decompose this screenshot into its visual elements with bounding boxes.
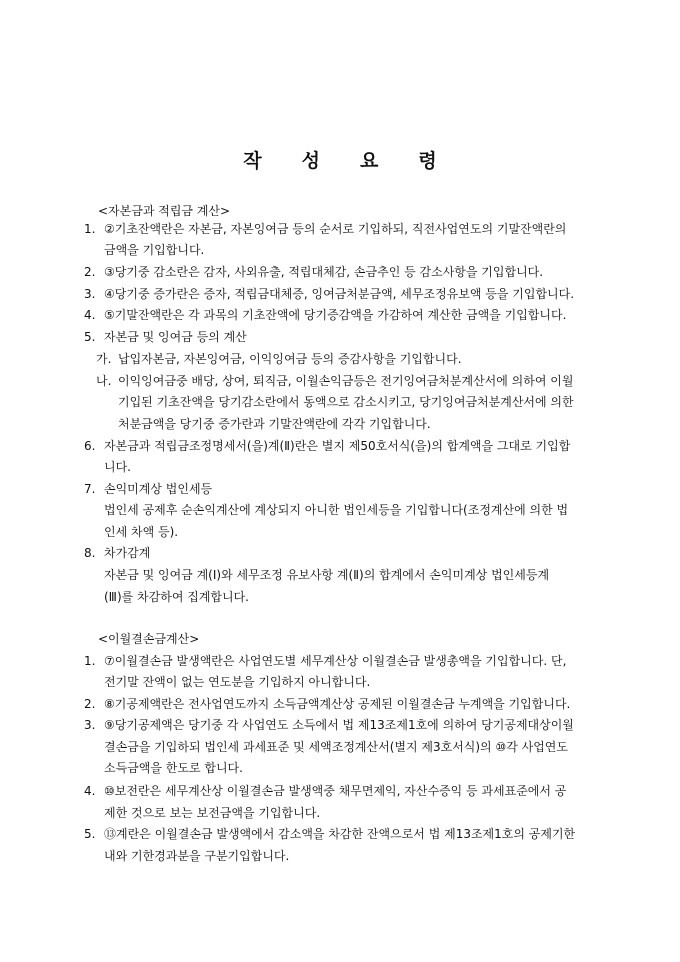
item-text: 전기말 잔액이 없는 연도분을 기입하지 아니합니다. bbox=[104, 675, 371, 689]
item-number: 8. bbox=[84, 546, 96, 560]
item-number: 3. bbox=[84, 287, 96, 301]
item-text: 납입자본금, 자본잉여금, 이익잉여금 등의 증감사항을 기입합니다. bbox=[118, 352, 462, 366]
title-char: 요 bbox=[360, 150, 379, 172]
item-text: 손익미계상 법인세등 bbox=[104, 482, 213, 496]
item-text: ④당기중 증가란은 증자, 적립금대체증, 잉여금처분금액, 세무조정유보액 등을 기입합니다. bbox=[104, 287, 575, 301]
section-heading-capital: <자본금과 적립금 계산> bbox=[98, 204, 231, 218]
item-text: ⑨당기공제액은 당기중 각 사업연도 소득에서 법 제13조제1호에 의하여 당기공제대상이월 bbox=[104, 718, 574, 732]
item-number: 7. bbox=[84, 482, 96, 496]
item-number: 2. bbox=[84, 265, 96, 279]
item-number: 5. bbox=[84, 827, 96, 841]
item-text: ⑧기공제액란은 전사업연도까지 소득금액계산상 공제된 이월결손금 누계액을 기입합니다. bbox=[104, 697, 571, 711]
item-number: 1. bbox=[84, 222, 96, 236]
item-text: (Ⅲ)를 차감하여 집계합니다. bbox=[104, 590, 250, 604]
title-char: 성 bbox=[301, 150, 320, 172]
item-number: 3. bbox=[84, 718, 96, 732]
item-text: 내와 기한경과분을 구분기입합니다. bbox=[104, 849, 290, 863]
item-text: 금액을 기입합니다. bbox=[104, 243, 205, 257]
item-text: 제한 것으로 보는 보전금액을 기입합니다. bbox=[104, 806, 321, 820]
item-text: 자본금과 적립금조정명세서(을)계(Ⅱ)란은 별지 제50호서식(을)의 합계액을 그대로 기입합 bbox=[104, 439, 571, 453]
page-title bbox=[0, 146, 680, 173]
item-text: 자본금 및 잉여금 등의 계산 bbox=[104, 330, 247, 344]
item-number: 2. bbox=[84, 697, 96, 711]
item-text: 자본금 및 잉여금 계(Ⅰ)와 세무조정 유보사항 계(Ⅱ)의 합계에서 손익미계상 법인세등계 bbox=[104, 568, 550, 582]
item-text: 결손금을 기입하되 법인세 과세표준 및 세액조정계산서(별지 제3호서식)의 ⑩각 사업연도 bbox=[104, 740, 568, 754]
item-text: 차가감계 bbox=[104, 546, 151, 560]
item-text: 인세 차액 등). bbox=[104, 525, 179, 539]
item-number: 1. bbox=[84, 654, 96, 668]
item-number: 5. bbox=[84, 330, 96, 344]
item-text: 소득금액을 한도로 합니다. bbox=[104, 761, 243, 775]
item-number: 4. bbox=[84, 308, 96, 322]
item-number: 나. bbox=[96, 374, 112, 388]
title-char: 령 bbox=[418, 150, 437, 172]
title-char: 작 bbox=[243, 150, 262, 172]
item-text: ③당기중 감소란은 감자, 사외유출, 적립대체감, 손금추인 등 감소사항을 기입합니다. bbox=[104, 265, 544, 279]
item-number: 6. bbox=[84, 439, 96, 453]
item-text: 법인세 공제후 순손익계산에 계상되지 아니한 법인세등을 기입합니다(조정계산에 의한 법 bbox=[104, 503, 569, 517]
item-text: 기입된 기초잔액을 당기감소란에서 동액으로 감소시키고, 당기잉여금처분계산서에 의한 bbox=[118, 395, 574, 409]
item-text: ⑩보전란은 세무계산상 이월결손금 발생액중 채무면제익, 자산수증익 등 과세표준에서 공 bbox=[104, 784, 567, 798]
item-text: ②기초잔액란은 자본금, 자본잉여금 등의 순서로 기입하되, 직전사업연도의 기말잔액란의 bbox=[104, 222, 567, 236]
item-text: 이익잉여금중 배당, 상여, 퇴직금, 이월손익금등은 전기잉여금처분계산서에 의하여 이월 bbox=[118, 374, 574, 388]
item-number: 4. bbox=[84, 784, 96, 798]
item-text: ⑤기말잔액란은 각 과목의 기초잔액에 당기증감액을 가감하여 계산한 금액을 기입합니다. bbox=[104, 308, 567, 322]
item-text: ⑦이월결손금 발생액란은 사업연도별 세무계산상 이월결손금 발생총액을 기입합니다. 단, bbox=[104, 654, 567, 668]
item-number: 가. bbox=[96, 352, 112, 366]
section-heading-loss: <이월결손금계산> bbox=[98, 632, 200, 646]
item-text: 니다. bbox=[104, 460, 131, 474]
item-text: ⑬계란은 이월결손금 발생액에서 감소액을 차감한 잔액으로서 법 제13조제1호의 공제기한 bbox=[104, 827, 576, 841]
item-text: 처분금액을 당기중 증가란과 기말잔액란에 각각 기입합니다. bbox=[118, 417, 431, 431]
